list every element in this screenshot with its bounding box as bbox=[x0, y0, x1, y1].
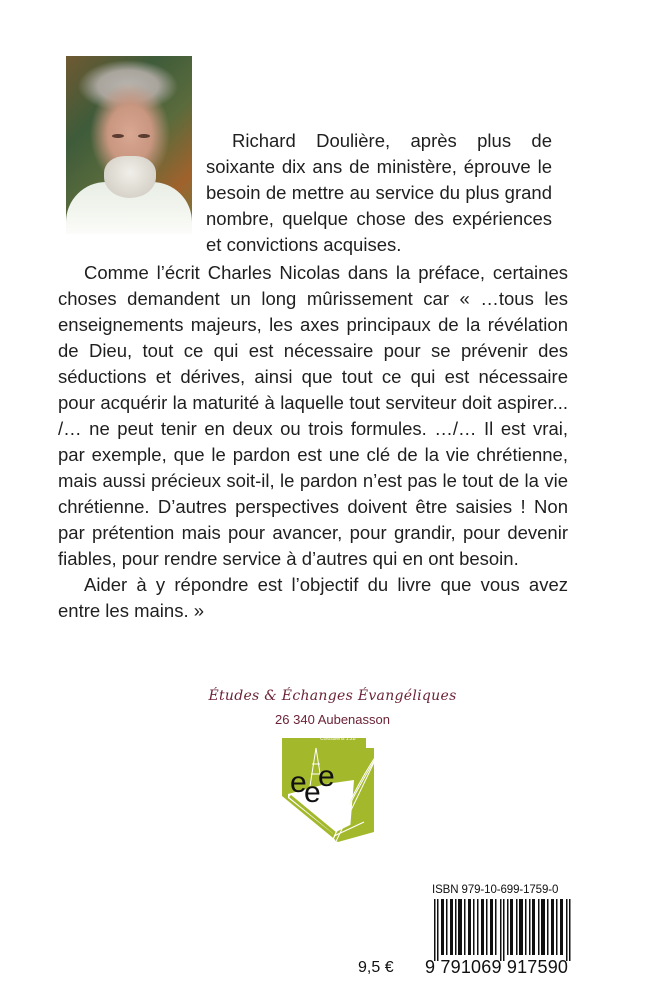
publisher-logo-icon bbox=[280, 734, 390, 868]
publisher-address: 26 340 Aubenasson bbox=[275, 712, 390, 727]
blurb-body bbox=[58, 260, 568, 624]
isbn-label: ISBN 979-10-699-1759-0 bbox=[432, 884, 559, 896]
photo-eye-left bbox=[112, 134, 124, 138]
barcode-digits: 9 791069 917590 bbox=[425, 957, 569, 977]
logo-verse: Colossiens 1:28 bbox=[320, 736, 356, 742]
photo-eye-right bbox=[138, 134, 150, 138]
svg-text:e: e bbox=[290, 766, 307, 799]
price: 9,5 € bbox=[358, 959, 394, 976]
photo-beard bbox=[104, 156, 156, 198]
svg-text:e: e bbox=[304, 776, 321, 809]
blurb-paragraph: Aider à y répondre est l’objectif du livre que vous avez entre les mains. » bbox=[58, 574, 568, 621]
intro-paragraph: Richard Doulière, après plus de soixante dix ans de ministère, éprouve le besoin de mettre au service du plus grand nombre, quelque chose des expériences et convictions acquises. bbox=[206, 130, 552, 255]
author-photo bbox=[66, 56, 192, 234]
svg-text:e: e bbox=[318, 760, 335, 793]
publisher-name: Études & Échanges Évangéliques bbox=[208, 688, 457, 704]
blurb-paragraph: Comme l’écrit Charles Nicolas dans la préface, certaines choses demandent un long mûrissement car « …tous les enseignements majeurs, les axes principaux de la révélation de Dieu, tout ce qui est nécessaire pour se prévenir des séductions et dérives, ainsi que tout ce qui est nécessaire pour acquérir la maturité à laquelle tout serviteur doit aspirer... /… ne peut tenir en deux ou trois formules. …/… Il est vrai, par exemple, que le pardon est une clé de la vie chrétienne, mais aussi précieux soit-il, le pardon n’est pas le tout de la vie chrétienne. D’autres perspectives doivent être saisies ! Non par prétention mais pour avancer, pour grandir, pour devenir fiables, pour rendre service à d’autres qui en ont besoin. bbox=[58, 262, 568, 569]
barcode-icon bbox=[434, 899, 574, 961]
author-intro bbox=[206, 128, 552, 258]
